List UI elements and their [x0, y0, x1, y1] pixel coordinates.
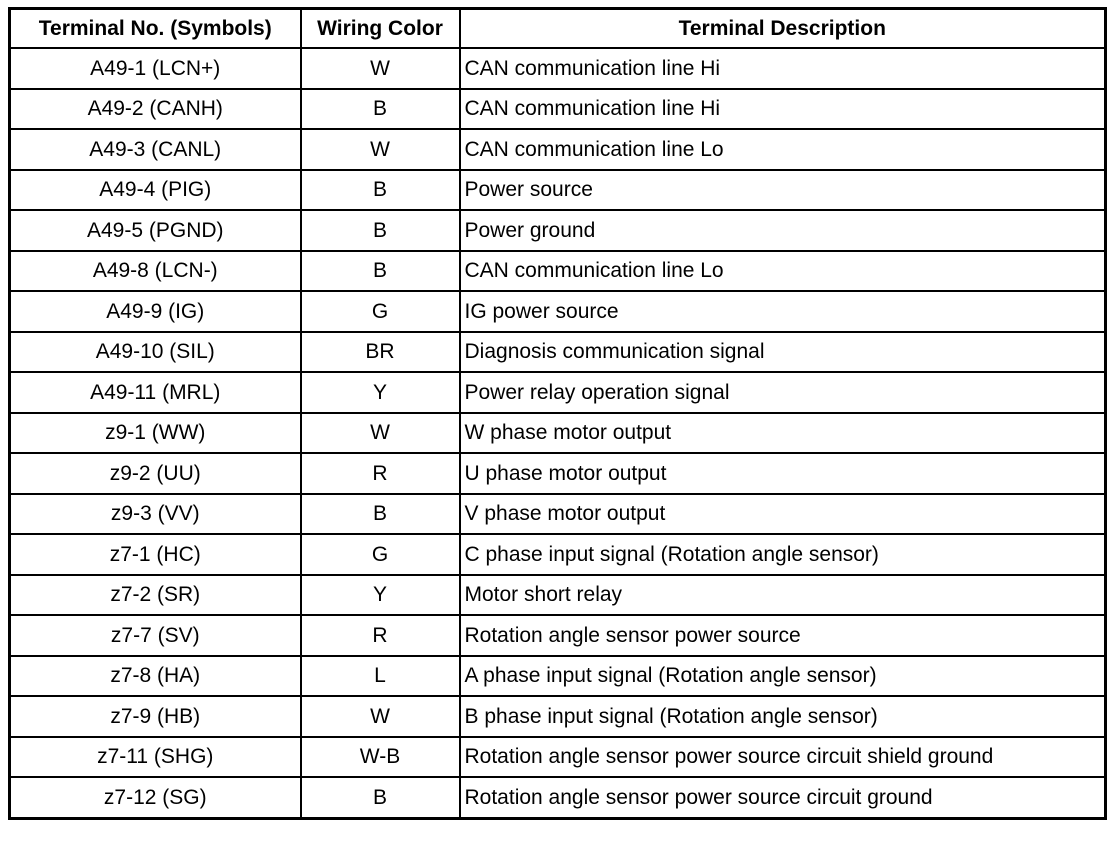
table-row [10, 534, 1106, 575]
terminal-cell: z9-3 (VV) [10, 494, 301, 535]
table-row [10, 777, 1106, 818]
description-cell: CAN communication line Lo [460, 129, 1106, 170]
table-row [10, 210, 1106, 251]
header-terminal-description: Terminal Description [460, 9, 1106, 49]
terminal-cell: A49-3 (CANL) [10, 129, 301, 170]
terminal-cell: z7-7 (SV) [10, 615, 301, 656]
table-row [10, 494, 1106, 535]
table-body [10, 48, 1106, 818]
terminal-cell: A49-11 (MRL) [10, 372, 301, 413]
terminal-cell: z7-8 (HA) [10, 656, 301, 697]
table-row [10, 656, 1106, 697]
description-cell: V phase motor output [460, 494, 1106, 535]
description-cell: Power relay operation signal [460, 372, 1106, 413]
wiring-color-cell: B [301, 494, 460, 535]
terminal-cell: z7-9 (HB) [10, 696, 301, 737]
wiring-color-cell: L [301, 656, 460, 697]
wiring-color-cell: B [301, 251, 460, 292]
table-row [10, 413, 1106, 454]
wiring-color-cell: Y [301, 372, 460, 413]
header-terminal: Terminal No. (Symbols) [10, 9, 301, 49]
description-cell: CAN communication line Lo [460, 251, 1106, 292]
terminal-cell: z9-2 (UU) [10, 453, 301, 494]
terminal-cell: z7-11 (SHG) [10, 737, 301, 778]
wiring-color-cell: G [301, 291, 460, 332]
description-cell: Power source [460, 170, 1106, 211]
table-row [10, 251, 1106, 292]
wiring-color-cell: W [301, 413, 460, 454]
table-row [10, 89, 1106, 130]
description-cell: A phase input signal (Rotation angle sensor) [460, 656, 1106, 697]
wiring-color-cell: R [301, 615, 460, 656]
description-cell: Rotation angle sensor power source circuit ground [460, 777, 1106, 818]
wiring-color-cell: W [301, 129, 460, 170]
terminal-cell: z7-12 (SG) [10, 777, 301, 818]
description-cell: Rotation angle sensor power source [460, 615, 1106, 656]
table-row [10, 453, 1106, 494]
table-row [10, 170, 1106, 211]
terminal-cell: A49-2 (CANH) [10, 89, 301, 130]
terminal-table [8, 7, 1107, 820]
wiring-color-cell: B [301, 210, 460, 251]
table-row [10, 615, 1106, 656]
wiring-color-cell: G [301, 534, 460, 575]
terminal-cell: A49-10 (SIL) [10, 332, 301, 373]
description-cell: W phase motor output [460, 413, 1106, 454]
table-row [10, 48, 1106, 89]
table-row [10, 291, 1106, 332]
wiring-color-cell: W [301, 48, 460, 89]
wiring-color-cell: B [301, 777, 460, 818]
table-row [10, 696, 1106, 737]
description-cell: CAN communication line Hi [460, 89, 1106, 130]
terminal-cell: z7-1 (HC) [10, 534, 301, 575]
wiring-color-cell: BR [301, 332, 460, 373]
terminal-cell: A49-8 (LCN-) [10, 251, 301, 292]
wiring-color-cell: B [301, 170, 460, 211]
table-row [10, 332, 1106, 373]
wiring-color-cell: W-B [301, 737, 460, 778]
description-cell: Power ground [460, 210, 1106, 251]
header-row [10, 9, 1106, 49]
description-cell: B phase input signal (Rotation angle sensor) [460, 696, 1106, 737]
table-row [10, 575, 1106, 616]
description-cell: Diagnosis communication signal [460, 332, 1106, 373]
header-wiring-color: Wiring Color [301, 9, 460, 49]
wiring-color-cell: R [301, 453, 460, 494]
terminal-cell: A49-9 (IG) [10, 291, 301, 332]
terminal-cell: z7-2 (SR) [10, 575, 301, 616]
wiring-color-cell: Y [301, 575, 460, 616]
table-row [10, 737, 1106, 778]
terminal-cell: z9-1 (WW) [10, 413, 301, 454]
description-cell: Motor short relay [460, 575, 1106, 616]
description-cell: U phase motor output [460, 453, 1106, 494]
table-row [10, 129, 1106, 170]
table-row [10, 372, 1106, 413]
wiring-color-cell: B [301, 89, 460, 130]
wiring-color-cell: W [301, 696, 460, 737]
description-cell: C phase input signal (Rotation angle sensor) [460, 534, 1106, 575]
terminal-cell: A49-5 (PGND) [10, 210, 301, 251]
description-cell: IG power source [460, 291, 1106, 332]
description-cell: Rotation angle sensor power source circuit shield ground [460, 737, 1106, 778]
terminal-cell: A49-4 (PIG) [10, 170, 301, 211]
terminal-cell: A49-1 (LCN+) [10, 48, 301, 89]
description-cell: CAN communication line Hi [460, 48, 1106, 89]
